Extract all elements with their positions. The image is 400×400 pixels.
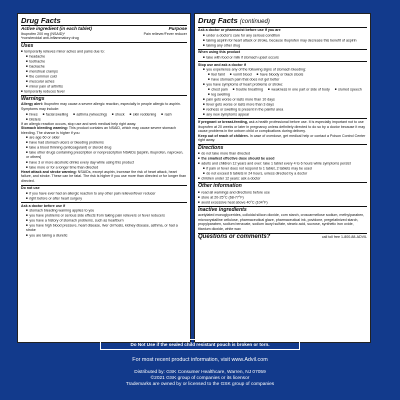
directions-title: Directions — [198, 144, 367, 151]
allergy-stop: If an allergic reaction occurs, stop use and seek medical help right away. — [21, 121, 137, 126]
stop-use-title: Stop use and ask a doctor if — [198, 62, 246, 67]
directions-children: ■ children under 12 years: ask a doctor — [198, 176, 367, 181]
list-item: ■ you have a history of stomach problems, such as heartburn — [26, 218, 187, 223]
ask-doctor-list — [21, 208, 187, 238]
keep-out-of-reach: Keep out of reach of children. In case of overdose, get medical help or contact a Poison Control Center right away. — [198, 133, 366, 143]
footer-website-line: For most recent product information, visit www.Advil.com — [132, 357, 268, 363]
active-ingredient-line: Ibuprofen 200 mg (NSAID)* Pain reliever/Fever reducer — [21, 31, 187, 36]
warnings-title: Warnings — [21, 95, 187, 102]
list-item: ■ under a doctor's care for any serious condition — [203, 33, 367, 38]
list-item: ■ right before or after heart surgery — [26, 196, 187, 201]
drug-facts-panel-left — [17, 13, 191, 343]
list-item: ■ fever gets worse or lasts more than 3 days — [203, 102, 367, 107]
uses-fever: ■ temporarily reduces fever — [21, 89, 187, 94]
drug-facts-panel-right — [194, 13, 371, 343]
list-item: ■ take more or for a longer time than directed — [26, 165, 187, 170]
list-item: ■ minor pain of arthritis — [26, 84, 187, 89]
divider — [21, 185, 187, 186]
list-item: ■ you have high blood pressure, heart disease, liver cirrhosis, kidney disease, asthma, or had a stroke — [26, 223, 187, 233]
ask-pharmacist-title: Ask a doctor or pharmacist before use if you are — [198, 28, 281, 32]
drug-facts-title-continued: Drug Facts (continued) — [198, 16, 367, 28]
list-item: ■ any new symptoms appear — [203, 112, 367, 117]
other-information-title: Other information — [198, 182, 367, 189]
do-not-use-list — [21, 191, 187, 201]
list-item: ■ menstrual cramps — [26, 69, 187, 74]
ask-pharmacist-list — [198, 33, 367, 48]
stop-use-list — [198, 67, 367, 117]
other-information-list — [198, 190, 367, 205]
list-item: ■ headache — [26, 54, 187, 59]
stomach-list — [21, 135, 187, 170]
uses-title: Uses — [21, 42, 187, 49]
divider — [198, 49, 367, 50]
heart-signs: ■ chest pain ■ trouble breathing ■ weakness in one part or side of body ■ slurred speech ■ leg swelling — [203, 87, 367, 97]
list-item: ■ take a blood thinning (anticoagulant) or steroid drug — [26, 145, 187, 150]
list-item: ■ the common cold — [26, 74, 187, 79]
stomach-warning: Stomach bleeding warning: This product contains an NSAID, which may cause severe stomach bleeding. The chance is higher if you — [21, 126, 176, 135]
drug-facts-title: Drug Facts — [21, 16, 187, 26]
list-item: ■ you have symptoms of heart problems or stroke: — [203, 82, 367, 87]
list-item: ■ pain gets worse or lasts more than 10 days — [203, 97, 367, 102]
list-item: ■ are age 60 or older — [26, 135, 187, 140]
do-not-use-title: Do not use — [21, 186, 40, 191]
list-item: ■ taking aspirin for heart attack or stroke, because ibuprofen may decrease this benefit of aspirin — [203, 38, 367, 43]
phone-number: call toll free 1-800-88-ADVIL — [321, 235, 367, 240]
list-item: ■ redness or swelling is present in the painful area — [203, 107, 367, 112]
list-item: ■ avoid excessive heat above 40°C (104°F) — [198, 200, 367, 205]
list-item: ■ muscular aches — [26, 79, 187, 84]
active-ingredient-header: Active ingredient (in each tablet) Purpose — [21, 26, 187, 31]
nsaid-note: *nonsteroidal anti-inflammatory drug — [21, 36, 79, 41]
inactive-ingredients-title: Inactive ingredients — [198, 206, 367, 213]
list-item: ■ read all warnings and directions before use — [198, 190, 367, 195]
footer-copyright-line: ©2021 GSK group of companies or its licensor — [150, 376, 250, 381]
pouch-warning-notice: Do Not Use if the sealed child resistant pouch is broken or torn. — [100, 339, 300, 350]
allergy-alert: Allergy alert: Ibuprofen may cause a severe allergic reaction, especially in people allergic to aspirin. Symptoms may include: — [21, 102, 181, 112]
divider — [198, 61, 367, 62]
list-item: ■ if pain or fever does not respond to 1 tablet, 2 tablets may be used — [203, 166, 367, 171]
list-item: ■ the smallest effective dose should be used — [198, 156, 367, 161]
pregnancy-warning: If pregnant or breast-feeding, ask a health professional before use. It is especially important not to use ibuprofen at 20 weeks or later in pregnancy unless definitely directed to do so by a doctor because it may cause problems in the unborn child or complications during delivery. — [198, 119, 366, 134]
uses-intro: ■ temporarily relieves minor aches and pains due to: — [21, 49, 187, 54]
directions-adults: ■ adults and children 12 years and over: take 1 tablet every 4 to 6 hours while symptoms persist — [198, 161, 367, 166]
list-item: ■ do not exceed 6 tablets in 24 hours, unless directed by a doctor — [203, 171, 367, 176]
divider — [21, 202, 187, 203]
heart-warning: Heart attack and stroke warning: NSAIDs, except aspirin, increase the risk of heart attack, heart failure, and stroke. These can be fatal. The risk is higher if you use more than directed or for longer than directed. — [21, 169, 187, 184]
list-item: ■ taking any other drug — [203, 43, 367, 48]
list-item: ■ have 3 or more alcoholic drinks every day while using this product — [26, 160, 187, 165]
list-item: ■ store at 20-25°C (68-77°F) — [198, 195, 367, 200]
questions-line: Questions or comments? call toll free 1-800-88-ADVIL — [198, 234, 367, 241]
list-item: ■ if you have ever had an allergic reaction to any other pain reliever/fever reducer — [26, 191, 187, 196]
list-item: ■ toothache — [26, 59, 187, 64]
footer-trademark-line: Trademarks are owned by or licensed to the GSK group of companies — [125, 382, 275, 387]
list-item: ■ you experience any of the following signs of stomach bleeding: — [203, 67, 367, 72]
stomach-signs: ■ feel faint ■ vomit blood ■ have bloody or black stools ■ have stomach pain that does not get better — [203, 72, 367, 82]
footer-distributor-line: Distributed by: GSK Consumer Healthcare, Warren, NJ 07059 — [134, 370, 266, 375]
inactive-ingredients-text: acetylated monoglycerides, colloidal silicon dioxide, corn starch, croscarmellose sodium, methylparaben, microcrystalline cellulose, pharmaceutical glaze, pharmaceutical ink, povidone, pregelatinized starch, propylparaben, sodium benzoate, sodium lauryl sulfate, stearic acid, sucrose, synthetic iron oxide, titanium dioxide, white wax — [198, 213, 365, 231]
directions-sub-list — [198, 166, 367, 176]
list-item: ■ backache — [26, 64, 187, 69]
allergy-symptoms: ■ hives ■ facial swelling ■ asthma (wheezing) ■ shock ■ skin reddening ■ rash ■ blisters — [21, 112, 187, 122]
list-item: ■ have had stomach ulcers or bleeding problems — [26, 140, 187, 145]
list-item: ■ you are taking a diuretic — [26, 233, 187, 238]
list-item: ■ stomach bleeding warning applies to you — [26, 208, 187, 213]
divider — [198, 118, 367, 119]
when-using-list — [198, 55, 367, 60]
list-item: ■ take other drugs containing prescription or nonprescription NSAIDs [aspirin, ibuprofen, naproxen, or others] — [26, 150, 187, 160]
uses-list — [21, 54, 187, 89]
ask-doctor-title: Ask a doctor before use if — [21, 203, 66, 208]
list-item: ■ take with food or milk if stomach upset occurs — [203, 55, 367, 60]
when-using-title: When using this product — [198, 50, 241, 55]
list-item: ■ you have problems or serious side effects from taking pain relievers or fever reducers — [26, 213, 187, 218]
list-item: ■ do not take more than directed — [198, 151, 367, 156]
